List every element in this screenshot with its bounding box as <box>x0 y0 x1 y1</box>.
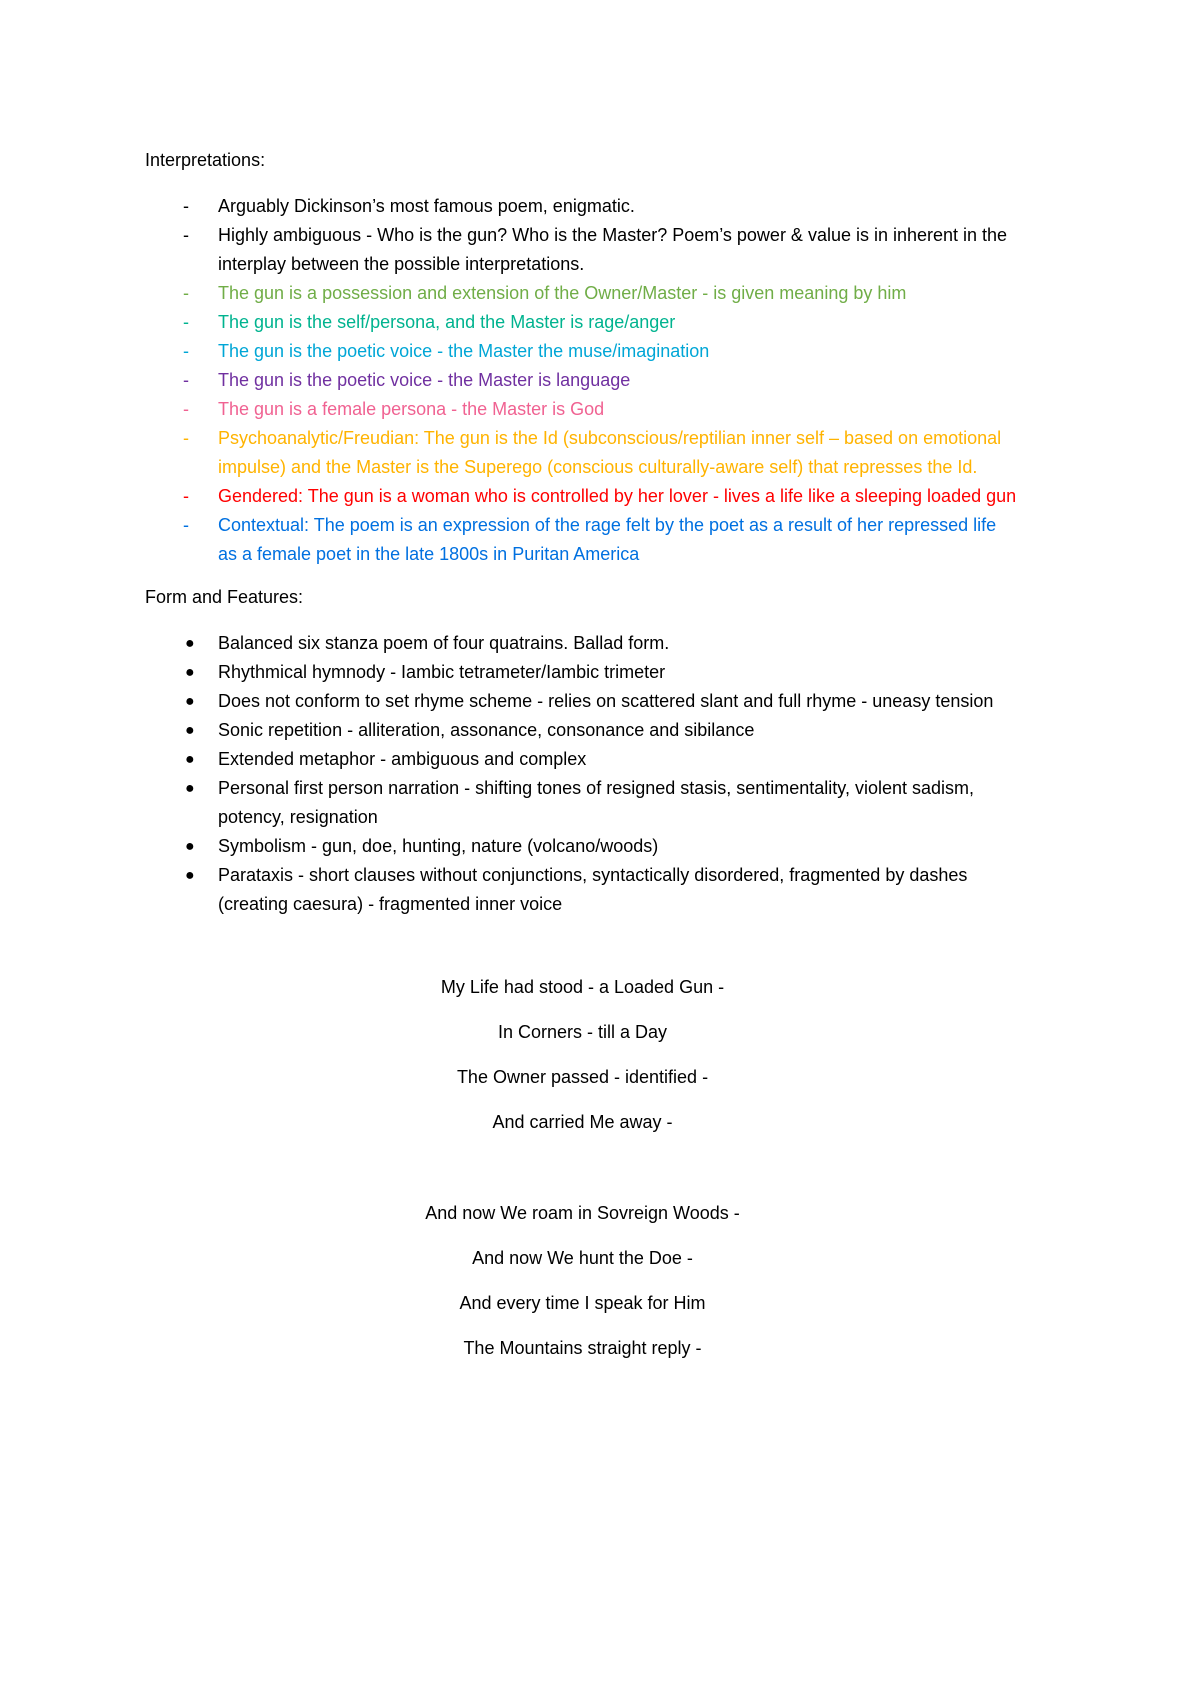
interpretation-item <box>145 192 1020 221</box>
item-text: The gun is a woman who is controlled by her lover - lives a life like a sleeping loaded gun <box>303 486 1017 506</box>
dash-marker: - <box>183 225 189 245</box>
item-text: The gun is a female persona - the Master is God <box>218 399 605 419</box>
item-text: Does not conform to set rhyme scheme - relies on scattered slant and full rhyme - uneasy tension <box>218 691 994 711</box>
form-feature-item <box>145 774 1020 832</box>
item-label: Contextual: <box>218 515 310 535</box>
dash-marker: - <box>183 486 189 506</box>
dash-marker: - <box>183 196 189 216</box>
poem-line: And every time I speak for Him <box>459 1293 706 1313</box>
poem <box>145 975 1020 1360</box>
poem-line: The Mountains straight reply - <box>463 1338 702 1358</box>
item-text: Arguably Dickinson’s most famous poem, enigmatic. <box>218 196 635 216</box>
form-feature-item <box>145 629 1020 658</box>
form-feature-item <box>145 658 1020 687</box>
interpretation-item <box>145 424 1020 482</box>
poem-stanza <box>145 975 1020 1134</box>
bullet-marker: ● <box>185 867 195 884</box>
dash-marker: - <box>183 283 189 303</box>
item-text: Symbolism - gun, doe, hunting, nature (volcano/woods) <box>218 836 659 856</box>
form-features-heading: Form and Features: <box>145 587 304 607</box>
item-text: Highly ambiguous - Who is the gun? Who is the Master? Poem’s power & value is in inherent in the interplay between the possible interpretations. <box>218 225 1008 274</box>
item-text: Extended metaphor - ambiguous and complex <box>218 749 587 769</box>
interpretations-list <box>145 192 1020 569</box>
interpretation-item <box>145 511 1020 569</box>
interpretation-item <box>145 366 1020 395</box>
item-text: Parataxis - short clauses without conjunctions, syntactically disordered, fragmented by dashes (creating caesura) - fragmented inner voice <box>218 865 968 914</box>
interpretation-item <box>145 308 1020 337</box>
interpretation-item <box>145 337 1020 366</box>
form-feature-item <box>145 861 1020 919</box>
bullet-marker: ● <box>185 635 195 652</box>
interpretation-item <box>145 482 1020 511</box>
form-feature-item <box>145 745 1020 774</box>
item-label: Psychoanalytic/Freudian: <box>218 428 420 448</box>
item-text: The gun is a possession and extension of the Owner/Master - is given meaning by him <box>218 283 907 303</box>
bullet-marker: ● <box>185 751 195 768</box>
form-feature-item <box>145 716 1020 745</box>
interpretation-item <box>145 221 1020 279</box>
bullet-marker: ● <box>185 780 195 797</box>
stanza-gap <box>145 1155 1020 1201</box>
item-text: Sonic repetition - alliteration, assonance, consonance and sibilance <box>218 720 755 740</box>
dash-marker: - <box>183 399 189 419</box>
bullet-marker: ● <box>185 693 195 710</box>
bullet-marker: ● <box>185 664 195 681</box>
interpretations-heading: Interpretations: <box>145 150 266 170</box>
poem-line: And now We roam in Sovreign Woods - <box>425 1203 740 1223</box>
item-text: The gun is the Id (subconscious/reptilian inner self – based on emotional impulse) and the Master is the Superego (conscious culturally-aware self) that represses the Id. <box>218 428 1002 477</box>
dash-marker: - <box>183 428 189 448</box>
poem-line: My Life had stood - a Loaded Gun - <box>440 977 725 997</box>
item-text: Rhythmical hymnody - Iambic tetrameter/Iambic trimeter <box>218 662 666 682</box>
form-feature-item <box>145 832 1020 861</box>
item-text: Personal first person narration - shifting tones of resigned stasis, sentimentality, violent sadism, potency, resignation <box>218 778 975 827</box>
item-text: The poem is an expression of the rage felt by the poet as a result of her repressed life as a female poet in the late 1800s in Puritan America <box>218 515 997 564</box>
item-text: Balanced six stanza poem of four quatrains. Ballad form. <box>218 633 670 653</box>
poem-line: The Owner passed - identified - <box>456 1067 709 1087</box>
bullet-marker: ● <box>185 722 195 739</box>
form-feature-item <box>145 687 1020 716</box>
dash-marker: - <box>183 341 189 361</box>
poem-stanza <box>145 1201 1020 1360</box>
interpretation-item <box>145 279 1020 308</box>
dash-marker: - <box>183 312 189 332</box>
interpretation-item <box>145 395 1020 424</box>
poem-line: In Corners - till a Day <box>497 1022 668 1042</box>
poem-line: And carried Me away - <box>492 1112 673 1132</box>
item-text: The gun is the self/persona, and the Master is rage/anger <box>218 312 676 332</box>
item-text: The gun is the poetic voice - the Master is language <box>218 370 631 390</box>
bullet-marker: ● <box>185 838 195 855</box>
form-features-list <box>145 629 1020 919</box>
dash-marker: - <box>183 370 189 390</box>
dash-marker: - <box>183 515 189 535</box>
poem-line: And now We hunt the Doe - <box>472 1248 693 1268</box>
item-label: Gendered: <box>218 486 304 506</box>
item-text: The gun is the poetic voice - the Master the muse/imagination <box>218 341 710 361</box>
